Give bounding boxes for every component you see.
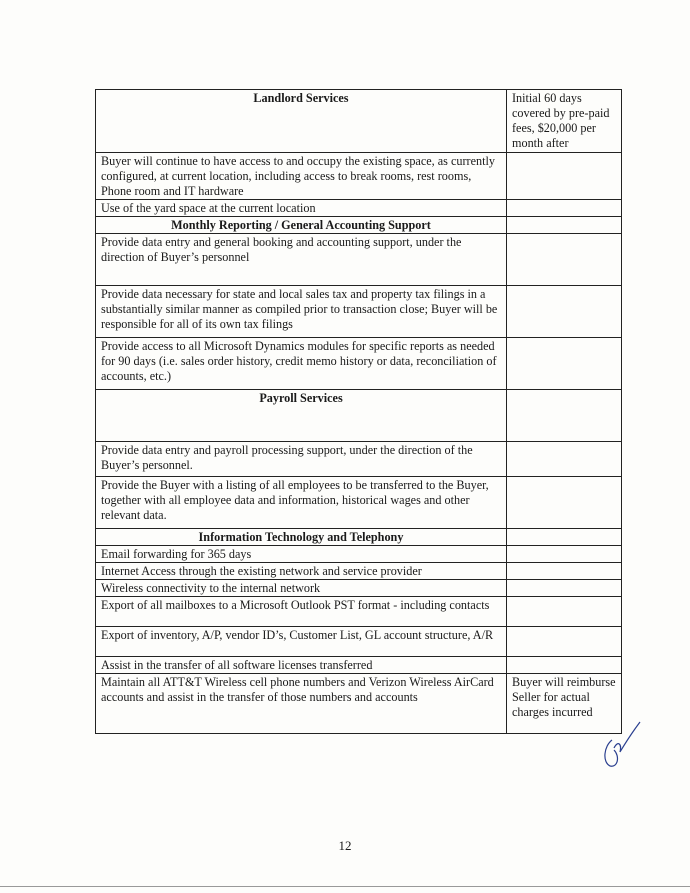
service-fee-note	[507, 442, 622, 477]
service-fee-note	[507, 657, 622, 674]
service-row	[96, 477, 622, 529]
service-description: Provide data necessary for state and local sales tax and property tax filings in a substantially similar manner as compiled prior to transaction close; Buyer will be responsible for all of its own tax filings	[96, 286, 507, 338]
service-description: Maintain all ATT&T Wireless cell phone numbers and Verizon Wireless AirCard accounts and assist in the transfer of those numbers and accounts	[96, 674, 507, 734]
service-description: Export of all mailboxes to a Microsoft Outlook PST format - including contacts	[96, 597, 507, 627]
service-description: Email forwarding for 365 days	[96, 546, 507, 563]
section-header-row	[96, 390, 622, 442]
service-description: Wireless connectivity to the internal network	[96, 580, 507, 597]
service-fee-note	[507, 529, 622, 546]
service-row	[96, 546, 622, 563]
service-row	[96, 674, 622, 734]
service-description: Provide data entry and general booking and accounting support, under the direction of Buyer’s personnel	[96, 234, 507, 286]
service-fee-note	[507, 390, 622, 442]
service-row	[96, 153, 622, 200]
service-fee-note	[507, 597, 622, 627]
section-title: Payroll Services	[96, 390, 507, 442]
section-header-row	[96, 217, 622, 234]
service-fee-note	[507, 234, 622, 286]
service-description: Assist in the transfer of all software licenses transferred	[96, 657, 507, 674]
service-fee-note	[507, 153, 622, 200]
page-bottom-rule	[0, 886, 690, 887]
service-fee-note	[507, 286, 622, 338]
service-fee-note	[507, 546, 622, 563]
section-title: Monthly Reporting / General Accounting Support	[96, 217, 507, 234]
service-row	[96, 657, 622, 674]
service-fee-note	[507, 338, 622, 390]
service-row	[96, 200, 622, 217]
service-row	[96, 580, 622, 597]
section-title: Information Technology and Telephony	[96, 529, 507, 546]
service-fee-note	[507, 200, 622, 217]
service-description: Provide the Buyer with a listing of all employees to be transferred to the Buyer, together with all employee data and information, historical wages and other relevant data.	[96, 477, 507, 529]
service-row	[96, 597, 622, 627]
service-fee-note	[507, 627, 622, 657]
services-table	[95, 89, 622, 734]
service-fee-note	[507, 563, 622, 580]
service-fee-note	[507, 580, 622, 597]
service-description: Buyer will continue to have access to and occupy the existing space, as currently configured, at current location, including access to break rooms, rest rooms, Phone room and IT hardware	[96, 153, 507, 200]
service-row	[96, 286, 622, 338]
service-fee-note	[507, 477, 622, 529]
handwritten-initials	[600, 718, 644, 770]
service-description: Internet Access through the existing network and service provider	[96, 563, 507, 580]
service-description: Provide data entry and payroll processing support, under the direction of the Buyer’s personnel.	[96, 442, 507, 477]
service-description: Provide access to all Microsoft Dynamics modules for specific reports as needed for 90 days (i.e. sales order history, credit memo history or data, reconciliation of accounts, etc.)	[96, 338, 507, 390]
page-number: 12	[338, 838, 352, 853]
section-header-row	[96, 529, 622, 546]
section-header-row	[96, 90, 622, 153]
service-description: Export of inventory, A/P, vendor ID’s, Customer List, GL account structure, A/R	[96, 627, 507, 657]
service-row	[96, 627, 622, 657]
service-row	[96, 563, 622, 580]
service-fee-note: Initial 60 days covered by pre-paid fees, $20,000 per month after	[507, 90, 622, 153]
section-title: Landlord Services	[96, 90, 507, 153]
service-fee-note	[507, 217, 622, 234]
service-fee-note: Buyer will reimburse Seller for actual charges incurred	[507, 674, 622, 734]
service-row	[96, 338, 622, 390]
service-row	[96, 234, 622, 286]
service-row	[96, 442, 622, 477]
service-description: Use of the yard space at the current location	[96, 200, 507, 217]
